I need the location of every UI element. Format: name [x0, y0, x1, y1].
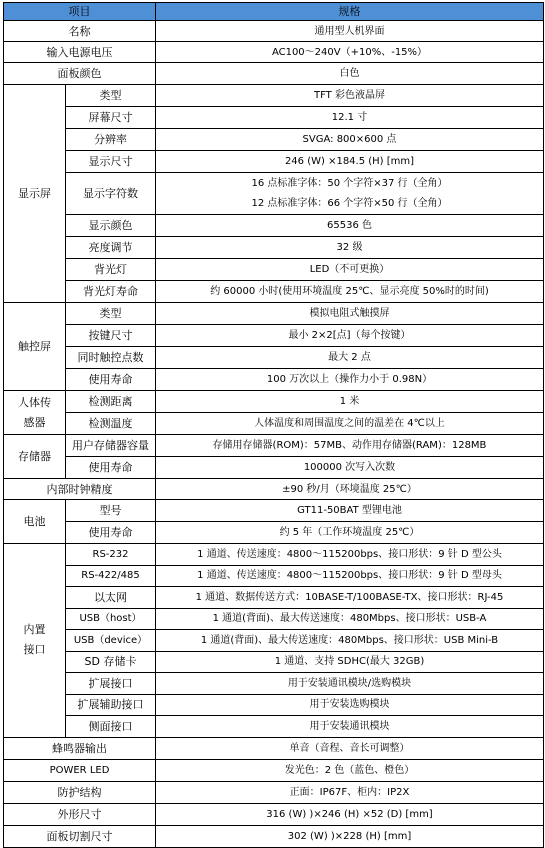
sub-value: SVGA: 800×600 点 [156, 129, 544, 151]
spec-table [3, 2, 544, 848]
sub-value: 人体温度和周围温度之间的温差在 4℃以上 [156, 413, 544, 435]
row-label: 内部时钟精度 [4, 479, 156, 500]
sub-label: 分辨率 [66, 129, 156, 151]
sub-value: 1 通道、支持 SDHC(最大 32GB) [156, 651, 544, 673]
sub-value: 最大 2 点 [156, 347, 544, 369]
row-label: 面板颜色 [4, 63, 156, 85]
sub-value: 32 级 [156, 237, 544, 259]
row-value: 通用型人机界面 [156, 21, 544, 42]
sub-label: 显示颜色 [66, 215, 156, 237]
row-value: ±90 秒/月（环境温度 25℃） [156, 479, 544, 500]
sub-label: 显示字符数 [66, 173, 156, 215]
category-storage: 存储器 [4, 435, 66, 479]
row-value: 正面：IP67F、柜内：IP2X [156, 781, 544, 803]
row-label: POWER LED [4, 759, 156, 781]
sub-value: 100 万次以上（操作力小于 0.98N） [156, 369, 544, 391]
sub-label: 以太网 [66, 587, 156, 609]
sub-value: 100000 次写入次数 [156, 457, 544, 479]
row-value: AC100～240V（+10%、-15%） [156, 42, 544, 63]
sub-label: 同时触控点数 [66, 347, 156, 369]
category-sensor-line2: 感器 [23, 415, 46, 429]
sub-label: 按键尺寸 [66, 325, 156, 347]
sub-label: 使用寿命 [66, 369, 156, 391]
row-label: 名称 [4, 21, 156, 42]
row-value: 白色 [156, 63, 544, 85]
sub-label: RS-232 [66, 544, 156, 566]
category-interfaces-line1: 内置 [23, 623, 46, 637]
sub-value: 1 通道、传送速度：4800～115200bps、接口形状：9 针 D 型母头 [156, 565, 544, 587]
sub-value: 用于安装通讯模块 [156, 716, 544, 738]
sub-label: 屏幕尺寸 [66, 107, 156, 129]
sub-label: SD 存储卡 [66, 651, 156, 673]
sub-value: 约 5 年（工作环境温度 25℃） [156, 522, 544, 544]
sub-value: 1 通道、数据传送方式：10BASE-T/100BASE-TX、接口形状：RJ-45 [156, 587, 544, 609]
header-spec: 规格 [156, 3, 544, 21]
row-label: 输入电源电压 [4, 42, 156, 63]
sub-label: 侧面接口 [66, 716, 156, 738]
sub-label: 扩展接口 [66, 673, 156, 695]
sub-value: 1 通道(背面)、最大传送速度：480Mbps、接口形状：USB-A [156, 608, 544, 630]
sub-value: 1 通道、传送速度：4800～115200bps、接口形状：9 针 D 型公头 [156, 544, 544, 566]
sub-value [156, 173, 544, 215]
sub-value: 用于安装通讯模块/选购模块 [156, 673, 544, 695]
sub-label: 亮度调节 [66, 237, 156, 259]
sub-value: 65536 色 [156, 215, 544, 237]
row-value: 发光色：2 色（蓝色、橙色） [156, 759, 544, 781]
row-label: 面板切割尺寸 [4, 825, 156, 847]
sub-label: 使用寿命 [66, 522, 156, 544]
sub-value: TFT 彩色液晶屏 [156, 85, 544, 107]
category-touch: 触控屏 [4, 303, 66, 391]
row-value: 302 (W) )×228 (H) [mm] [156, 825, 544, 847]
sub-value: 最小 2×2[点]（每个按键） [156, 325, 544, 347]
sub-value: 1 米 [156, 391, 544, 413]
sub-label: RS-422/485 [66, 565, 156, 587]
sub-label: 显示尺寸 [66, 151, 156, 173]
char-count-line-16: 16 点标准字体：50 个字符×37 行（全角） [251, 177, 448, 189]
header-item: 项目 [4, 3, 156, 21]
row-value: 316 (W) )×246 (H) ×52 (D) [mm] [156, 803, 544, 825]
sub-value: 约 60000 小时(使用环境温度 25℃、显示亮度 50%时的时间) [156, 281, 544, 303]
sub-value: 1 通道(背面)、最大传送速度：480Mbps、接口形状：USB Mini-B [156, 630, 544, 652]
row-label: 防护结构 [4, 781, 156, 803]
sub-label: 型号 [66, 500, 156, 522]
category-interfaces-line2: 接口 [23, 643, 46, 657]
sub-label: 检测温度 [66, 413, 156, 435]
sub-label: 检测距离 [66, 391, 156, 413]
row-label: 蜂鸣器输出 [4, 737, 156, 759]
sub-value: 用于安装选购模块 [156, 694, 544, 716]
sub-label: USB（host） [66, 608, 156, 630]
sub-value: 246 (W) ×184.5 (H) [mm] [156, 151, 544, 173]
sub-value: 存储用存储器(ROM)：57MB、动作用存储器(RAM)：128MB [156, 435, 544, 457]
row-value: 单音（音程、音长可调整） [156, 737, 544, 759]
sub-value: GT11-50BAT 型锂电池 [156, 500, 544, 522]
char-count-line-12: 12 点标准字体：66 个字符×50 行（全角） [251, 197, 448, 209]
category-battery: 电池 [4, 500, 66, 544]
sub-label: 背光灯 [66, 259, 156, 281]
sub-label: 背光灯寿命 [66, 281, 156, 303]
sub-label: 使用寿命 [66, 457, 156, 479]
category-sensor [4, 391, 66, 435]
sub-label: 用户存储器容量 [66, 435, 156, 457]
category-interfaces [4, 544, 66, 738]
category-display: 显示屏 [4, 85, 66, 303]
row-label: 外形尺寸 [4, 803, 156, 825]
sub-label: 类型 [66, 303, 156, 325]
category-sensor-line1: 人体传 [18, 395, 51, 409]
sub-value: LED（不可更换） [156, 259, 544, 281]
sub-label: USB（device） [66, 630, 156, 652]
sub-label: 类型 [66, 85, 156, 107]
sub-value: 模拟电阻式触摸屏 [156, 303, 544, 325]
sub-label: 扩展辅助接口 [66, 694, 156, 716]
sub-value: 12.1 寸 [156, 107, 544, 129]
